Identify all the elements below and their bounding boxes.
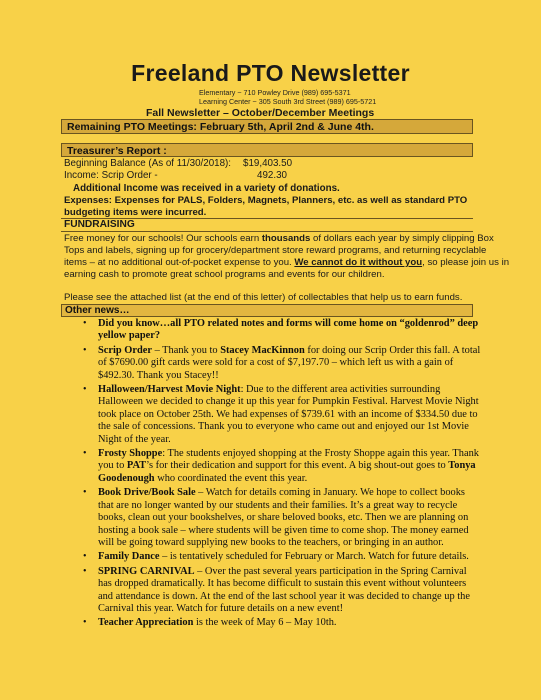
expenses-line-2: budgeting items were incurred. — [64, 207, 207, 218]
list-item: • Scrip Order – Thank you to Stacey MacKinnon for doing our Scrip Order this fall. A total of $7690.00 gift cards were sold for a cost of $7,197.70 – which left us with a gain of $492.30. Thank you Stacey!! — [83, 344, 481, 381]
remaining-meetings-band: Remaining PTO Meetings: February 5th, April 2nd & June 4th. — [61, 119, 473, 134]
fundraising-heading: FUNDRAISING — [64, 219, 135, 230]
beginning-balance-value: $19,403.50 — [243, 158, 293, 169]
income-value: 492.30 — [257, 170, 287, 181]
list-item: • SPRING CARNIVAL – Over the past several years participation in the Spring Carnival has dropped dramatically. It has become difficult to sustain this event without volunteers and attendance is down. At the end of the last school year it was decided to change up the Carnival this year. Watch for future details on a new event! — [83, 565, 470, 614]
other-news-heading: Other news… — [61, 304, 473, 317]
collectables-note: Please see the attached list (at the end of this letter) of collectables that help us to earn funds. — [64, 292, 463, 303]
bullet-icon: • — [83, 565, 87, 577]
bullet-icon: • — [83, 318, 87, 329]
bullet-icon: • — [83, 344, 87, 356]
list-item: • Did you know…all PTO related notes and forms will come home on “goldenrod” deep yellow paper? — [83, 318, 479, 342]
treasurer-heading: Treasurer’s Report : — [61, 143, 473, 157]
fundraising-line-4: earning cash to promote great school programs and events for our children. — [64, 269, 385, 280]
address-elementary: Elementary ~ 710 Powley Drive (989) 695-5371 — [199, 88, 351, 97]
fall-newsletter-heading: Fall Newsletter – October/December Meetings — [146, 107, 375, 119]
list-item: • Frosty Shoppe: The students enjoyed shopping at the Frosty Shoppe again this year. Thank you to PAT’s for their dedication and support for this event. A big shout-out goes to Tonya Goodenough who coordinated the event this year. — [83, 448, 479, 484]
list-item: • Family Dance – is tentatively scheduled for February or March. Watch for future details. — [83, 551, 469, 563]
fundraising-line-3: items – at no additional out-of-pocket expense to you. We cannot do it without you, so please join us in — [64, 257, 510, 268]
list-item: • Book Drive/Book Sale – Watch for details coming in January. We hope to collect books that are no longer wanted by our students and their families. It’s a great way to recycle books, clean out your bookshelves, or share beloved books, etc. Then we are planning on hosting a book sale – where students will be given time to come shop. The money earned will be going toward supplying new books to the teachers, or bringing in an author. — [83, 487, 469, 548]
newsletter-title: Freeland PTO Newsletter — [131, 60, 410, 86]
fundraising-line-1: Free money for our schools! Our schools earn thousands of dollars each year by simply clipping Box — [64, 233, 494, 244]
bullet-icon: • — [83, 487, 87, 499]
fundraising-bottom-rule — [61, 231, 473, 232]
bullet-icon: • — [83, 448, 87, 460]
additional-income-note: Additional Income was received in a variety of donations. — [73, 183, 340, 194]
list-item: • Teacher Appreciation is the week of May 6 – May 10th. — [83, 617, 337, 629]
fundraising-line-2: Tops and labels, signing up for grocery/department store reward programs, and returning recyclable — [64, 245, 487, 256]
bullet-icon: • — [83, 551, 87, 563]
other-news-list — [62, 318, 482, 632]
bullet-icon: • — [83, 384, 87, 396]
address-learning-center: Learning Center ~ 305 South 3rd Street (989) 695-5721 — [199, 97, 377, 106]
income-label: Income: Scrip Order - — [64, 170, 158, 181]
expenses-line-1: Expenses: Expenses for PALS, Folders, Magnets, Planners, etc. as well as standard PTO — [64, 195, 468, 206]
list-item: • Halloween/Harvest Movie Night: Due to the different area activities surrounding Halloween we decided to change it up this year for Pumpkin Festival. Harvest Movie Night took place on October 25th. We had expenses of $739.61 with an income of $334.50 due to the sale of concessions. Thank you to everyone who came out and enjoyed our 1st Movie Night of the year. — [83, 384, 479, 445]
beginning-balance-label: Beginning Balance (As of 11/30/2018): — [64, 158, 232, 169]
bullet-icon: • — [83, 617, 87, 629]
